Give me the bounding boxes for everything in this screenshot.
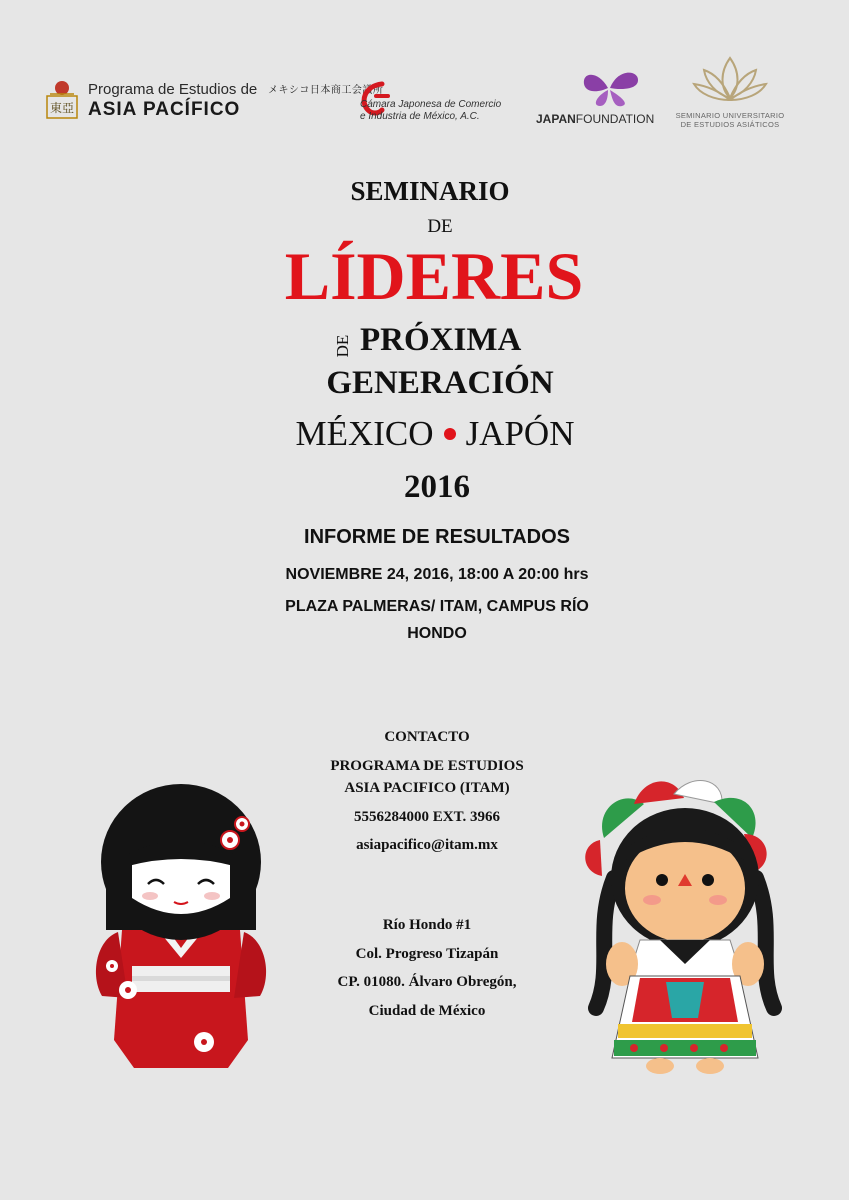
logo-seminario-universitario [674,54,786,132]
japan-foundation-bold: JAPAN [536,112,576,126]
contact-address-line1: Río Hondo #1 [382,917,472,933]
contact-org-line1: PROGRAMA DE ESTUDIOS [330,758,524,774]
title-de-vertical [330,332,356,362]
title-year: 2016 [404,469,470,505]
asia-logo-line2: ASIA PACÍFICO [88,99,241,120]
logo-camara-japonesa [268,80,518,122]
maria-doll-illustration [574,768,796,1080]
camara-japanese-name: メキシコ日本商工会議所 [268,85,384,96]
country-japon: JAPÓN [465,414,575,453]
contact-org-line2: ASIA PACIFICO (ITAM) [344,780,510,796]
event-location-line2: HONDO [407,625,467,642]
contact-address-line2: Col. Progreso Tizapán [355,946,499,962]
seal-icon [44,80,80,120]
contact-phone: 5556284000 EXT. 3966 [354,809,500,825]
title-lideres: LÍDERES [284,238,584,314]
title-countries [270,414,600,454]
contact-address-line4: Ciudad de México [368,1003,486,1019]
seminario-universitario-line1: SEMINARIO UNIVERSITARIO [675,111,785,120]
event-date: NOVIEMBRE 24, 2016, 18:00 A 20:00 hrs [285,566,589,583]
title-de: DE [427,216,453,237]
logo-japan-foundation [534,66,655,128]
camara-line2: e Industria de México, A.C. [360,111,480,122]
camara-line1: Cámara Japonesa de Comercio [360,99,502,110]
lotus-icon [692,54,768,108]
informe-heading: INFORME DE RESULTADOS [304,526,570,548]
contact-heading: CONTACTO [384,729,470,745]
contact-address-line3: CP. 01080. Álvaro Obregón, [337,974,517,990]
title-seminario: SEMINARIO [350,176,510,206]
contact-email[interactable]: asiapacifico@itam.mx [356,837,498,853]
asia-logo-line1: Programa de Estudios de [88,81,258,98]
red-dot-icon [444,428,456,440]
kokeshi-doll-illustration [88,780,274,1072]
seminario-universitario-line2: DE ESTUDIOS ASIÁTICOS [680,120,780,129]
country-mexico: MÉXICO [295,414,434,453]
logo-programa-asia-pacifico [44,80,258,122]
japan-foundation-rest: FOUNDATION [575,112,655,126]
butterfly-icon [578,66,644,110]
title-de-vertical-text: DE [333,334,352,358]
japan-foundation-text [536,112,654,126]
svg-text:東亞: 東亞 [49,101,75,115]
title-generacion: GENERACIÓN [326,365,554,401]
event-location-line1: PLAZA PALMERAS/ ITAM, CAMPUS RÍO [285,598,589,615]
title-proxima: PRÓXIMA [360,322,522,358]
